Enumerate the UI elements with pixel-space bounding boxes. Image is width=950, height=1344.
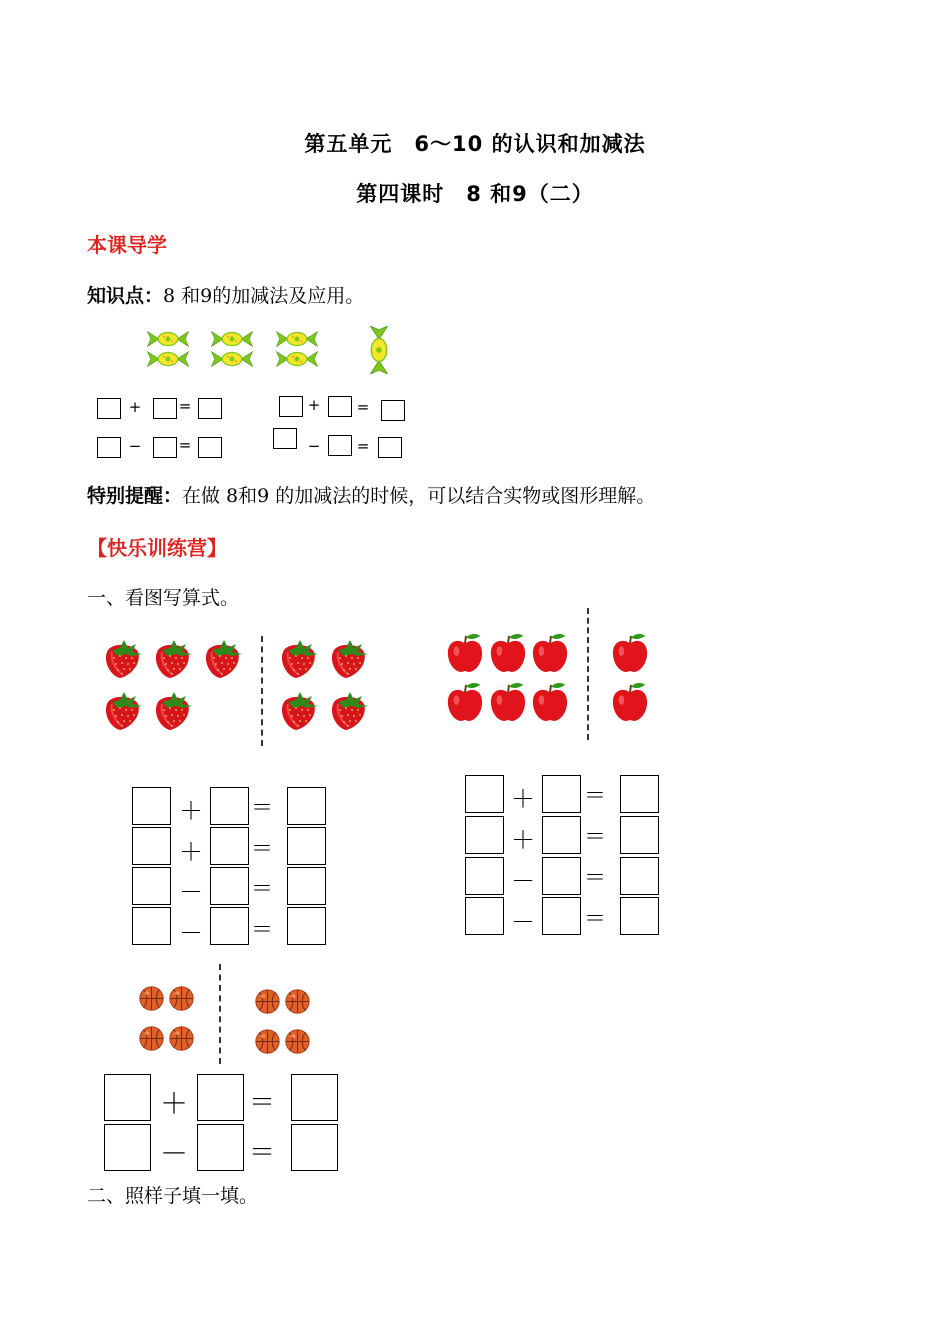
answer-box[interactable] <box>542 897 581 935</box>
answer-box[interactable] <box>381 400 405 421</box>
answer-box[interactable] <box>197 1074 244 1121</box>
basketball-icon <box>284 1028 311 1055</box>
answer-box[interactable] <box>210 907 249 945</box>
equals-sign: ＝ <box>250 918 273 943</box>
plus-sign: ＋ <box>159 1087 188 1120</box>
equals-sign: ＝ <box>250 837 273 862</box>
equals-sign: ＝ <box>583 866 606 891</box>
answer-box[interactable] <box>279 396 303 417</box>
answer-box[interactable] <box>542 816 581 854</box>
minus-sign: － <box>159 1137 188 1170</box>
reminder-label: 特别提醒： <box>87 485 183 507</box>
equals-sign: ＝ <box>250 877 273 902</box>
knowledge-point <box>87 281 364 308</box>
answer-box[interactable] <box>132 787 171 825</box>
strawberry-icon <box>276 688 320 732</box>
answer-box[interactable] <box>210 827 249 865</box>
divider-line <box>587 608 589 740</box>
divider-line <box>219 964 221 1064</box>
answer-box[interactable] <box>378 437 402 458</box>
strawberry-icon <box>150 688 194 732</box>
knowledge-label: 知识点： <box>87 285 164 307</box>
divider-line <box>261 636 263 746</box>
answer-box[interactable] <box>620 816 659 854</box>
basketball-icon <box>168 985 195 1012</box>
basketball-icon <box>254 988 281 1015</box>
candy-icon <box>368 326 390 374</box>
minus-sign: － <box>511 867 535 895</box>
apple-icon <box>611 632 649 674</box>
answer-box[interactable] <box>328 435 352 456</box>
answer-box[interactable] <box>328 396 352 417</box>
equals-sign: = <box>356 437 370 455</box>
equals-sign: ＝ <box>583 784 606 809</box>
answer-box[interactable] <box>153 398 177 419</box>
answer-box[interactable] <box>153 437 177 458</box>
answer-box[interactable] <box>132 907 171 945</box>
basketball-icon <box>138 1025 165 1052</box>
minus-sign: － <box>179 878 203 906</box>
answer-box[interactable] <box>465 857 504 895</box>
apple-icon <box>489 632 527 674</box>
minus-sign: − <box>128 437 142 455</box>
equals-sign: ＝ <box>248 1138 275 1168</box>
strawberry-icon <box>200 636 244 680</box>
minus-sign: － <box>511 908 535 936</box>
answer-box[interactable] <box>273 428 297 449</box>
answer-box[interactable] <box>197 1124 244 1171</box>
plus-sign: ＋ <box>179 838 203 866</box>
answer-box[interactable] <box>465 897 504 935</box>
plus-sign: + <box>128 398 142 416</box>
reminder-text: 在做 8和9 的加减法的时候，可以结合实物或图形理解。 <box>182 485 656 507</box>
apple-icon <box>611 681 649 723</box>
answer-box[interactable] <box>104 1124 151 1171</box>
answer-box[interactable] <box>97 398 121 419</box>
basketball-icon <box>284 988 311 1015</box>
answer-box[interactable] <box>465 816 504 854</box>
answer-box[interactable] <box>198 398 222 419</box>
plus-sign: ＋ <box>511 826 535 854</box>
lesson-title: 第四课时 8 和9（二） <box>356 182 594 206</box>
equals-sign: ＝ <box>583 825 606 850</box>
question-1-title: 一、看图写算式。 <box>87 587 240 609</box>
apple-icon <box>446 632 484 674</box>
basketball-icon <box>138 985 165 1012</box>
basketball-icon <box>168 1025 195 1052</box>
minus-sign: － <box>179 919 203 947</box>
answer-box[interactable] <box>210 787 249 825</box>
answer-box[interactable] <box>542 857 581 895</box>
plus-sign: + <box>307 396 321 414</box>
answer-box[interactable] <box>465 775 504 813</box>
answer-box[interactable] <box>620 857 659 895</box>
special-reminder <box>87 481 655 508</box>
answer-box[interactable] <box>620 897 659 935</box>
answer-box[interactable] <box>287 787 326 825</box>
answer-box[interactable] <box>97 437 121 458</box>
basketball-icon <box>254 1028 281 1055</box>
equals-sign: = <box>178 397 192 415</box>
answer-box[interactable] <box>287 827 326 865</box>
answer-box[interactable] <box>210 867 249 905</box>
candy-icon <box>207 330 257 348</box>
minus-sign: − <box>307 437 321 455</box>
answer-box[interactable] <box>291 1124 338 1171</box>
candy-icon <box>143 350 193 368</box>
candy-icon <box>207 350 257 368</box>
knowledge-text: 8 和9的加减法及应用。 <box>163 285 365 307</box>
plus-sign: ＋ <box>511 785 535 813</box>
apple-icon <box>531 681 569 723</box>
apple-icon <box>446 681 484 723</box>
plus-sign: ＋ <box>179 797 203 825</box>
strawberry-icon <box>276 636 320 680</box>
apple-icon <box>531 632 569 674</box>
equals-sign: ＝ <box>250 796 273 821</box>
strawberry-icon <box>150 636 194 680</box>
candy-icon <box>272 330 322 348</box>
strawberry-icon <box>326 688 370 732</box>
answer-box[interactable] <box>291 1074 338 1121</box>
answer-box[interactable] <box>132 827 171 865</box>
guide-heading: 本课导学 <box>87 233 167 257</box>
answer-box[interactable] <box>542 775 581 813</box>
camp-heading: 【快乐训练营】 <box>87 536 227 560</box>
answer-box[interactable] <box>104 1074 151 1121</box>
answer-box[interactable] <box>132 867 171 905</box>
strawberry-icon <box>326 636 370 680</box>
answer-box[interactable] <box>198 437 222 458</box>
candy-icon <box>272 350 322 368</box>
strawberry-icon <box>100 636 144 680</box>
apple-icon <box>489 681 527 723</box>
equals-sign: = <box>178 436 192 454</box>
unit-title: 第五单元 6～10 的认识和加减法 <box>304 132 646 156</box>
answer-box[interactable] <box>620 775 659 813</box>
equals-sign: ＝ <box>248 1088 275 1118</box>
answer-box[interactable] <box>287 907 326 945</box>
strawberry-icon <box>100 688 144 732</box>
answer-box[interactable] <box>287 867 326 905</box>
equals-sign: = <box>356 398 370 416</box>
candy-icon <box>143 330 193 348</box>
question-2-title: 二、照样子填一填。 <box>87 1185 259 1207</box>
equals-sign: ＝ <box>583 907 606 932</box>
